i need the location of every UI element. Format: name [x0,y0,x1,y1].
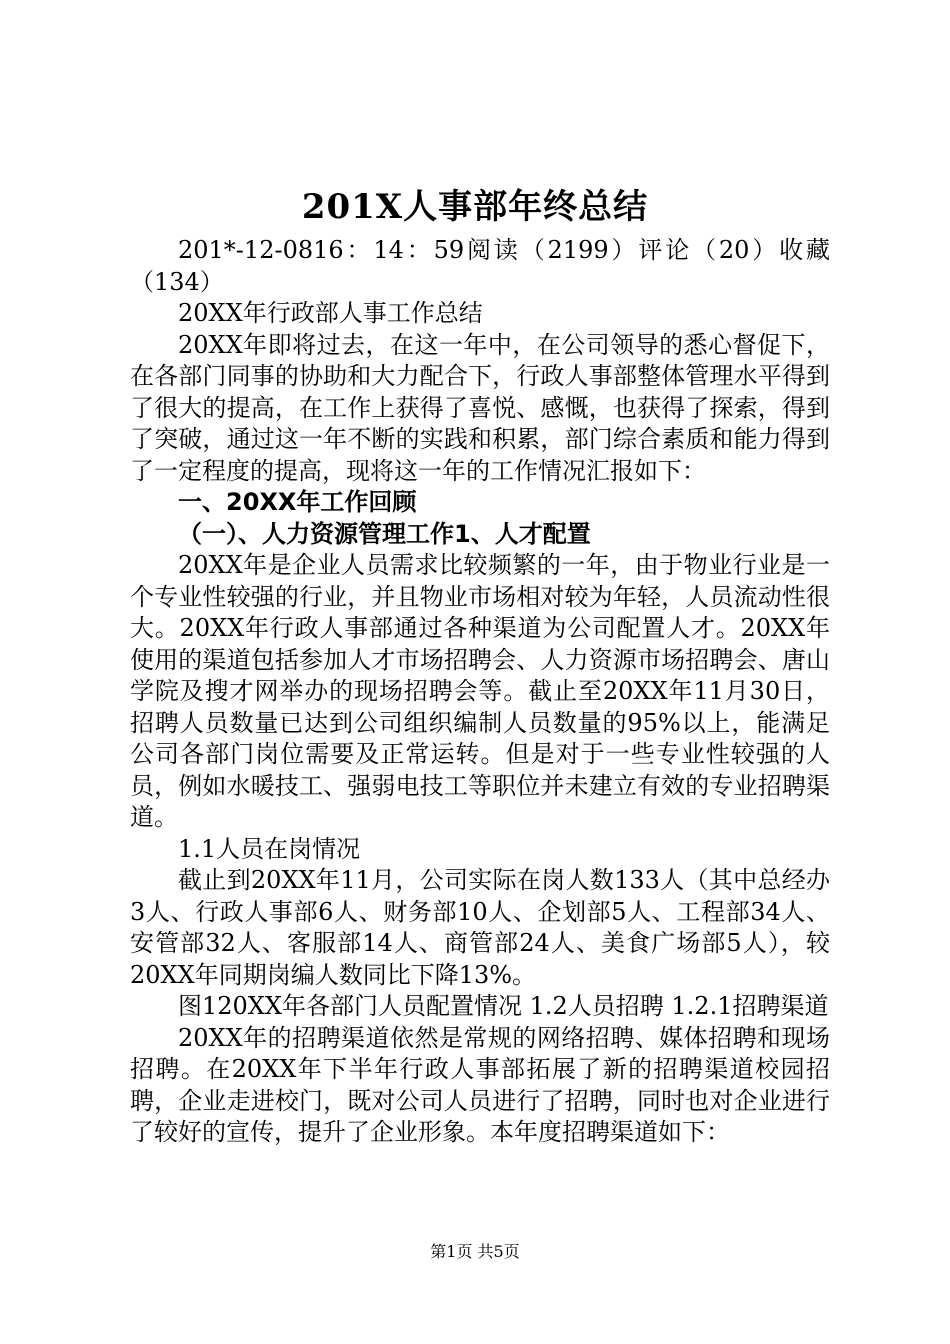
section-heading-hr: （一）、人力资源管理工作1、人才配置 [178,519,591,548]
meta-line: 201*-12-0816：14：59阅读（2199）评论（20）收藏（134） [130,236,830,296]
intro-paragraph: 20XX年即将过去，在这一年中，在公司领导的悉心督促下，在各部门同事的协助和大力配合下，行政人事部整体管理水平得到了很大的提高，在工作上获得了喜悦、感慨，也获得了探索，得到了突破，通过这一年不断的实践和积累，部门综合素质和能力得到了一定程度的提高，现将这一年的工作情况汇报如下： [130,330,830,485]
channels-paragraph: 20XX年的招聘渠道依然是常规的网络招聘、媒体招聘和现场招聘。在20XX年下半年行政人事部拓展了新的招聘渠道校园招聘，企业走进校门，既对公司人员进行了招聘，同时也对企业进行了较好的宣传，提升了企业形象。本年度招聘渠道如下： [130,1023,830,1146]
section-1-1-heading: 1.1人员在岗情况 [178,834,361,863]
document-title: 201X人事部年终总结 [301,187,649,227]
page-footer: 第1页 共5页 [430,1242,520,1261]
onduty-paragraph: 截止到20XX年11月，公司实际在岗人数133人（其中总经办3人、行政人事部6人、财务部10人、企划部5人、工程部34人、安管部32人、客服部14人、商管部24人、美食广场部5人），较20XX年同期岗编人数同比下降13%。 [130,866,830,989]
document-body [130,235,830,1149]
section-heading-review: 一、20XX年工作回顾 [178,488,417,516]
allocation-paragraph: 20XX年是企业人员需求比较频繁的一年，由于物业行业是一个专业性较强的行业，并且物业市场相对较为年轻，人员流动性很大。20XX年行政人事部通过各种渠道为公司配置人才。20XX年使用的渠道包括参加人才市场招聘会、人力资源市场招聘会、唐山学院及搜才网举办的现场招聘会等。截止至20XX年11月30日，招聘人员数量已达到公司组织编制人员数量的95%以上，能满足公司各部门岗位需要及正常运转。但是对于一些专业性较强的人员，例如水暖技工、强弱电技工等职位并未建立有效的专业招聘渠道。 [130,551,830,831]
document-subtitle: 20XX年行政部人事工作总结 [178,299,483,327]
figure-caption-paragraph: 图120XX年各部门人员配置情况 1.2人员招聘 1.2.1招聘渠道 [178,992,829,1020]
